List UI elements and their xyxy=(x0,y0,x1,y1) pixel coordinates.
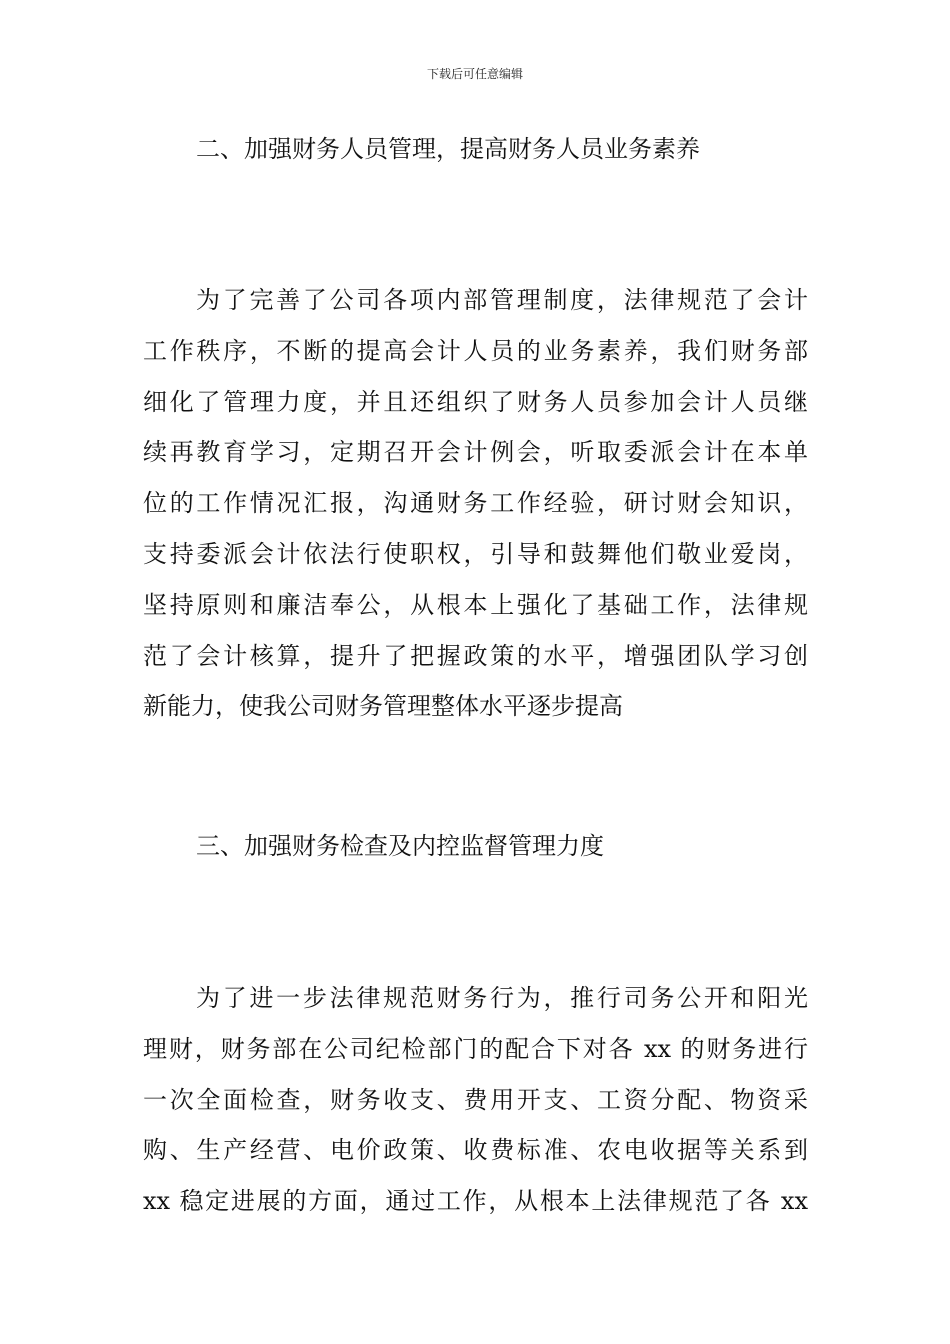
paragraph-line: 细化了管理力度，并且还组织了财务人员参加会计人员继 xyxy=(143,387,808,416)
section-heading: 二、加强财务人员管理，提高财务人员业务素养 xyxy=(196,135,700,163)
paragraph-line: 为了进一步法律规范财务行为，推行司务公开和阳光 xyxy=(196,984,808,1012)
section-heading: 三、加强财务检查及内控监督管理力度 xyxy=(196,832,604,860)
paragraph-line: 工作秩序，不断的提高会计人员的业务素养，我们财务部 xyxy=(143,336,808,365)
paragraph-line: 范了会计核算，提升了把握政策的水平，增强团队学习创 xyxy=(143,641,808,670)
paragraph-line: 理财，财务部在公司纪检部门的配合下对各 xx 的财务进行 xyxy=(143,1034,808,1063)
paragraph-line: 位的工作情况汇报，沟通财务工作经验，研讨财会知识， xyxy=(143,489,808,518)
paragraph-line: 购、生产经营、电价政策、收费标准、农电收据等关系到 xyxy=(143,1136,808,1165)
paragraph-line: xx 稳定进展的方面，通过工作，从根本上法律规范了各 xx xyxy=(143,1187,808,1216)
paragraph-line: 一次全面检查，财务收支、费用开支、工资分配、物资采 xyxy=(143,1085,808,1114)
paragraph-line: 坚持原则和廉洁奉公，从根本上强化了基础工作，法律规 xyxy=(143,590,808,619)
page-header: 下载后可任意编辑 xyxy=(426,67,523,81)
paragraph-line: 新能力，使我公司财务管理整体水平逐步提高 xyxy=(143,692,623,721)
paragraph-line: 支持委派会计依法行使职权，引导和鼓舞他们敬业爱岗， xyxy=(143,539,808,568)
section-paragraph xyxy=(143,981,808,1235)
section-paragraph xyxy=(143,283,808,740)
paragraph-line: 为了完善了公司各项内部管理制度，法律规范了会计 xyxy=(196,286,808,314)
paragraph-line: 续再教育学习，定期召开会计例会，听取委派会计在本单 xyxy=(143,438,808,467)
